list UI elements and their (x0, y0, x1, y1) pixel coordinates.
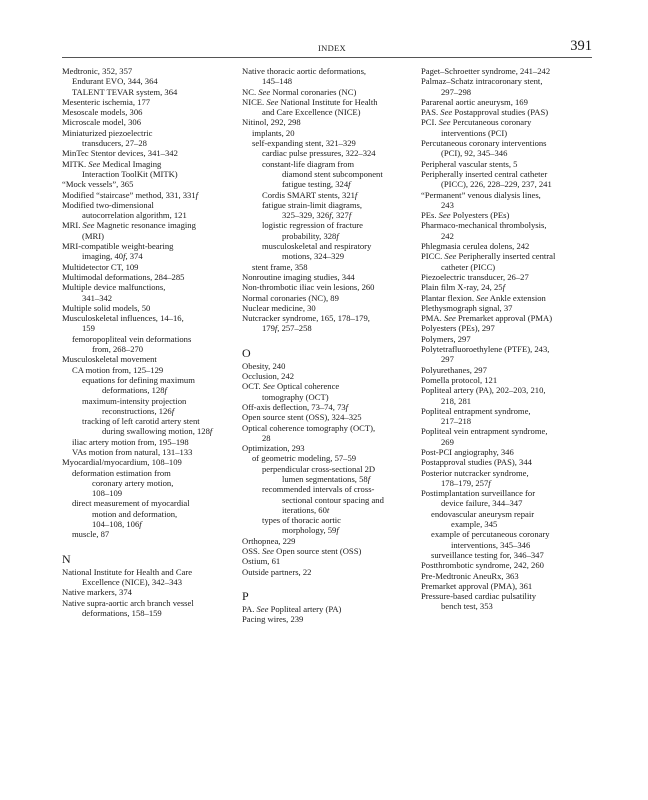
index-entry-continuation: 179f, 257–258 (262, 323, 312, 334)
index-entry: Nonroutine imaging studies, 344 (242, 271, 355, 282)
index-subentry: constant-life diagram from (262, 158, 355, 169)
index-entry-continuation: (MRI) (82, 230, 104, 241)
index-entry: Paget–Schroetter syndrome, 241–242 (421, 66, 551, 76)
index-entry: Peripheral vascular stents, 5 (421, 158, 518, 169)
index-entry-continuation: 325–329, 326f, 327f (282, 210, 352, 221)
index-entry: Modified two-dimensional (62, 199, 154, 210)
section-letter: N (62, 551, 71, 566)
index-entry: Popliteal vein entrapment syndrome, (421, 426, 548, 437)
index-entry: Musculoskeletal movement (62, 354, 157, 365)
index-entry: Palmaz–Schatz intracoronary stent, (421, 76, 543, 87)
index-entry: PMA. See Premarket approval (PMA) (421, 313, 553, 324)
index-entry-continuation: coronary artery motion, (92, 477, 174, 488)
index-entry: OCT. See Optical coherence (242, 381, 340, 392)
index-entry: Mesoscale models, 306 (62, 107, 143, 118)
index-entry: Plain film X-ray, 24, 25f (421, 282, 505, 293)
index-entry-continuation: 178–179, 257f (441, 477, 491, 488)
index-column-1 (62, 66, 232, 618)
index-entry: Post-PCI angiography, 346 (421, 446, 514, 457)
index-entry-continuation: from, 268–270 (92, 344, 144, 355)
index-subentry: of geometric modeling, 57–59 (252, 453, 357, 464)
index-entry: Outside partners, 22 (242, 566, 312, 577)
index-entry-continuation: 269 (441, 436, 454, 447)
index-entry: Multimodal deformations, 284–285 (62, 271, 185, 282)
index-entry: Modified “staircase” method, 331, 331f (62, 189, 199, 200)
index-entry-continuation: 218, 281 (441, 395, 472, 406)
index-entry-continuation: and Care Excellence (NICE) (262, 107, 361, 118)
index-subentry: TALENT TEVAR system, 364 (72, 86, 178, 97)
index-entry: Native supra-aortic arch branch vessel (62, 597, 194, 608)
index-entry-continuation: deformations, 158–159 (82, 607, 162, 618)
index-entry: Pharmaco-mechanical thrombolysis, (421, 220, 547, 231)
index-entry: Nitinol, 292, 298 (242, 117, 301, 128)
index-entry-continuation: transducers, 27–28 (82, 138, 147, 149)
index-entry: Obesity, 240 (242, 360, 286, 371)
index-subentry: VAs motion from natural, 131–133 (72, 446, 193, 457)
index-entry: Multidetector CT, 109 (62, 261, 139, 272)
index-entry-continuation: reconstructions, 126f (102, 405, 175, 416)
index-entry: MITK. See Medical Imaging (62, 158, 162, 169)
index-subentry: femoropopliteal vein deformations (72, 333, 192, 344)
index-entry-continuation: during swallowing motion, 128f (102, 426, 213, 437)
index-entry-continuation: tomography (OCT) (262, 391, 329, 402)
index-entry-continuation: 341–342 (82, 292, 113, 303)
index-entry-continuation: 297 (441, 354, 454, 365)
index-entry-continuation: deformations, 128f (102, 385, 167, 396)
index-entry: Pacing wires, 239 (242, 614, 304, 625)
page-number: 391 (570, 38, 592, 54)
index-entry: Miniaturized piezoelectric (62, 127, 153, 138)
index-entry: PEs. See Polyesters (PEs) (421, 210, 510, 221)
index-entry: Postapproval studies (PAS), 344 (421, 457, 532, 468)
index-subentry: tracking of left carotid artery stent (82, 416, 200, 427)
index-entry-continuation: probability, 328f (282, 230, 339, 241)
index-entry-continuation: interventions (PCI) (441, 127, 508, 138)
index-entry: Percutaneous coronary interventions (421, 138, 547, 149)
index-entry: Polyesters (PEs), 297 (421, 323, 495, 334)
index-subentry: stent frame, 358 (252, 261, 308, 272)
index-entry-continuation: Excellence (NICE), 342–343 (82, 576, 182, 587)
index-entry: Nuclear medicine, 30 (242, 302, 316, 313)
index-entry: PICC. See Peripherally inserted central (421, 251, 556, 262)
index-subentry: deformation estimation from (72, 467, 171, 478)
index-entry: Posterior nutcracker syndrome, (421, 467, 529, 478)
index-subentry: maximum-intensity projection (82, 395, 187, 406)
index-subentry: perpendicular cross-sectional 2D (262, 463, 376, 474)
index-entry: Pomella protocol, 121 (421, 374, 498, 385)
index-subentry: direct measurement of myocardial (72, 498, 190, 509)
index-entry: Open source stent (OSS), 324–325 (242, 412, 362, 423)
index-entry-continuation: 104–108, 106f (92, 519, 142, 530)
index-subentry: CA motion from, 125–129 (72, 364, 164, 375)
index-entry: Ostium, 61 (242, 556, 281, 567)
index-entry: Peripherally inserted central catheter (421, 168, 548, 179)
index-entry: OSS. See Open source stent (OSS) (242, 546, 362, 557)
index-entry-continuation: Interaction ToolKit (MITK) (82, 168, 178, 179)
index-entry-continuation: 297–298 (441, 86, 472, 97)
index-entry: Optical coherence tomography (OCT), (242, 422, 376, 433)
index-entry: Off-axis deflection, 73–74, 73f (242, 401, 349, 412)
index-entry-continuation: imaging, 40f, 374 (82, 251, 143, 262)
index-entry: Pressure-based cardiac pulsatility (421, 591, 537, 602)
index-entry-continuation: device failure, 344–347 (441, 498, 523, 509)
index-entry-continuation: iterations, 60t (282, 504, 330, 515)
index-column-2 (242, 66, 414, 625)
index-entry-continuation: bench test, 353 (441, 601, 493, 612)
index-entry: Non-thrombotic iliac vein lesions, 260 (242, 282, 375, 293)
index-subentry: fatigue strain-limit diagrams, (262, 199, 362, 210)
index-entry: Phlegmasia cerulea dolens, 242 (421, 241, 530, 252)
index-subentry: Endurant EVO, 344, 364 (72, 76, 158, 87)
index-entry: Popliteal entrapment syndrome, (421, 405, 531, 416)
index-subentry: muscle, 87 (72, 529, 110, 540)
index-subentry: Cordis SMART stents, 321f (262, 189, 358, 200)
index-entry: Polymers, 297 (421, 333, 471, 344)
index-column-3 (421, 66, 593, 612)
index-entry-continuation: 108–109 (92, 488, 123, 499)
index-entry-continuation: diamond stent subcomponent (282, 168, 383, 179)
index-entry: Multiple device malfunctions, (62, 282, 166, 293)
index-entry-continuation: 145–148 (262, 76, 293, 87)
index-entry: Normal coronaries (NC), 89 (242, 292, 339, 303)
index-entry: Native markers, 374 (62, 587, 132, 598)
index-entry: Microscale model, 306 (62, 117, 141, 128)
index-entry: Popliteal artery (PA), 202–203, 210, (421, 385, 546, 396)
index-entry-continuation: 243 (441, 199, 454, 210)
index-subentry: self-expanding stent, 321–329 (252, 138, 356, 149)
index-entry: MinTec Stentor devices, 341–342 (62, 148, 178, 159)
index-entry-continuation: interventions, 345–346 (451, 539, 531, 550)
index-entry: Pararenal aortic aneurysm, 169 (421, 96, 528, 107)
running-header (62, 38, 592, 56)
index-subentry: example of percutaneous coronary (431, 529, 550, 540)
index-entry-continuation: 242 (441, 230, 454, 241)
index-subentry: logistic regression of fracture (262, 220, 363, 231)
index-entry: Polytetrafluoroethylene (PTFE), 243, (421, 344, 550, 355)
index-subentry: implants, 20 (252, 127, 295, 138)
index-entry-continuation: fatigue testing, 324f (282, 179, 351, 190)
section-letter: O (242, 345, 251, 360)
index-subentry: musculoskeletal and respiratory (262, 241, 372, 252)
index-entry: NC. See Normal coronaries (NC) (242, 86, 357, 97)
index-subentry: endovascular aneurysm repair (431, 508, 535, 519)
index-entry: “Permanent” venous dialysis lines, (421, 189, 541, 200)
index-entry: Pre-Medtronic AneuRx, 363 (421, 570, 519, 581)
index-entry: PA. See Popliteal artery (PA) (242, 603, 342, 614)
index-entry: MRI-compatible weight-bearing (62, 241, 174, 252)
index-entry: NICE. See National Institute for Health (242, 96, 378, 107)
index-entry-continuation: motions, 324–329 (282, 251, 345, 262)
index-subentry: cardiac pulse pressures, 322–324 (262, 148, 376, 159)
index-entry: MRI. See Magnetic resonance imaging (62, 220, 196, 231)
index-entry: Orthopnea, 229 (242, 535, 296, 546)
index-entry: Multiple solid models, 50 (62, 302, 151, 313)
index-entry: National Institute for Health and Care (62, 566, 193, 577)
index-entry: Occlusion, 242 (242, 371, 295, 382)
index-entry: Postimplantation surveillance for (421, 488, 536, 499)
index-entry: Native thoracic aortic deformations, (242, 66, 367, 76)
index-entry-continuation: example, 345 (451, 519, 498, 530)
index-entry: Premarket approval (PMA), 361 (421, 580, 533, 591)
index-entry-continuation: autocorrelation algorithm, 121 (82, 210, 187, 221)
index-entry-continuation: lumen segmentations, 58f (282, 473, 371, 484)
index-entry: PCI. See Percutaneous coronary (421, 117, 532, 128)
index-entry-continuation: 159 (82, 323, 95, 334)
index-entry: Mesenteric ischemia, 177 (62, 96, 151, 107)
index-subentry: equations for defining maximum (82, 374, 195, 385)
index-entry: “Mock vessels”, 365 (62, 179, 134, 190)
index-entry: Plantar flexion. See Ankle extension (421, 292, 546, 303)
index-subentry: surveillance testing for, 346–347 (431, 549, 544, 560)
index-entry: Myocardial/myocardium, 108–109 (62, 457, 182, 468)
index-subentry: iliac artery motion from, 195–198 (72, 436, 189, 447)
index-subentry: recommended intervals of cross- (262, 484, 375, 495)
running-header-title: INDEX (318, 43, 346, 53)
index-entry: Optimization, 293 (242, 443, 305, 454)
index-entry-continuation: 217–218 (441, 416, 472, 427)
index-entry: Nutcracker syndrome, 165, 178–179, (242, 313, 370, 324)
index-entry: Piezoelectric transducer, 26–27 (421, 271, 529, 282)
index-entry: Medtronic, 352, 357 (62, 66, 133, 76)
index-subentry: types of thoracic aortic (262, 515, 341, 526)
index-entry: PAS. See Postapproval studies (PAS) (421, 107, 549, 118)
index-entry: Polyurethanes, 297 (421, 364, 487, 375)
index-entry-continuation: catheter (PICC) (441, 261, 496, 272)
index-entry-continuation: motion and deformation, (92, 508, 178, 519)
section-letter: P (242, 588, 249, 603)
index-entry-continuation: morphology, 59f (282, 525, 339, 536)
index-entry-continuation: (PCI), 92, 345–346 (441, 148, 508, 159)
index-entry-continuation: sectional contour spacing and (282, 494, 384, 505)
index-entry: Musculoskeletal influences, 14–16, (62, 313, 184, 324)
index-entry-continuation: (PICC), 226, 228–229, 237, 241 (441, 179, 552, 190)
index-entry: Postthrombotic syndrome, 242, 260 (421, 560, 544, 571)
index-entry-continuation: 28 (262, 432, 271, 443)
header-rule (62, 57, 592, 58)
index-entry: Plethysmograph signal, 37 (421, 302, 513, 313)
